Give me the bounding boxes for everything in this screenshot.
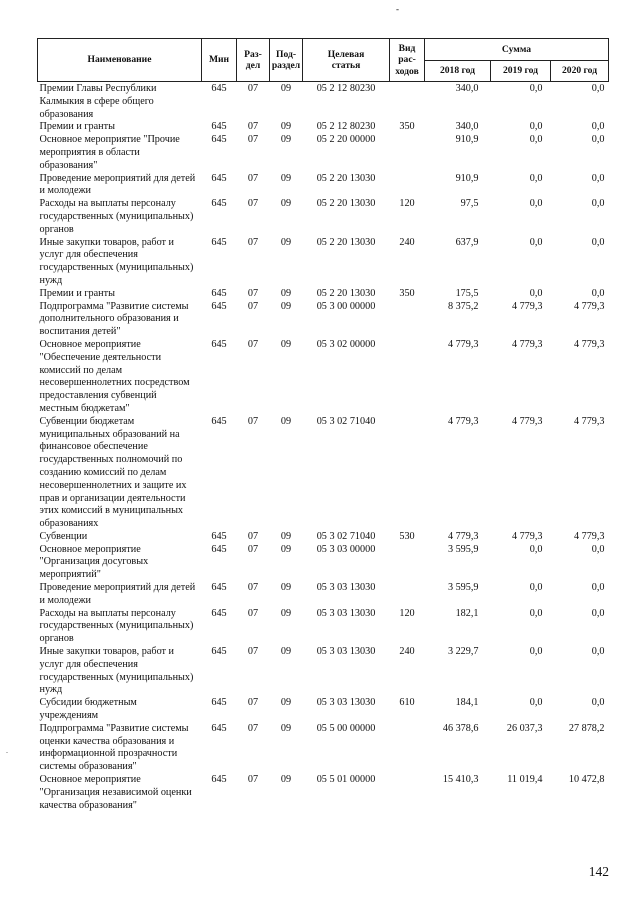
col-2019-header: 2019 год — [491, 61, 551, 82]
cell-2019: 26 037,3 — [506, 722, 543, 734]
cell-target: 05 3 02 71040 — [316, 415, 376, 427]
cell-podrazdel: 09 — [280, 287, 292, 299]
cell-podrazdel: 09 — [280, 582, 292, 594]
cell-name: Основное мероприятие "Организация досуговых мероприятий" — [39, 543, 149, 581]
cell-razdel: 07 — [247, 338, 259, 350]
cell-podrazdel: 09 — [280, 697, 292, 709]
cell-razdel: 07 — [247, 172, 259, 184]
cell-name: Проведение мероприятий для детей и молодежи — [39, 172, 196, 197]
col-vid-header: Вид рас- ходов — [390, 39, 425, 82]
cell-name: Иные закупки товаров, работ и услуг для обеспечения государственных (муниципальных) нужд — [39, 646, 194, 696]
cell-2019: 0,0 — [529, 172, 543, 184]
cell-target: 05 2 12 80230 — [316, 121, 376, 133]
col-razdel-header: Раз- дел — [237, 39, 270, 82]
cell-2018: 3 229,7 — [447, 646, 479, 658]
cell-2019: 0,0 — [529, 121, 543, 133]
cell-vid — [390, 173, 425, 199]
table-row — [38, 723, 609, 774]
cell-vid — [390, 723, 425, 774]
cell-2018: 340,0 — [455, 121, 479, 133]
cell-target: 05 2 20 13030 — [316, 287, 376, 299]
cell-razdel: 07 — [247, 121, 259, 133]
cell-podrazdel: 09 — [280, 83, 292, 94]
cell-2018: 175,5 — [455, 287, 479, 299]
col-2018-header: 2018 год — [425, 61, 491, 82]
table-row — [38, 582, 609, 608]
cell-min: 645 — [211, 134, 227, 146]
cell-name: Основное мероприятие "Организация независимой оценки качества образования" — [39, 774, 192, 811]
cell-2018: 97,5 — [460, 198, 479, 210]
col-name-header: Наименование — [38, 39, 202, 82]
cell-name: Подпрограмма "Развитие системы дополнительного образования и воспитания детей" — [39, 300, 189, 338]
cell-2018: 46 378,6 — [442, 722, 479, 734]
cell-2020: 0,0 — [591, 198, 605, 210]
cell-2020: 4 779,3 — [573, 338, 605, 350]
cell-min: 645 — [211, 338, 227, 350]
cell-podrazdel: 09 — [280, 607, 292, 619]
cell-2020: 0,0 — [591, 607, 605, 619]
cell-target: 05 3 02 00000 — [316, 338, 376, 350]
cell-2020: 0,0 — [591, 172, 605, 184]
cell-razdel: 07 — [247, 774, 259, 786]
table-row — [38, 288, 609, 301]
cell-razdel: 07 — [247, 582, 259, 594]
cell-vid: 240 — [399, 236, 415, 248]
cell-target: 05 3 03 13030 — [316, 607, 376, 619]
cell-vid — [390, 774, 425, 812]
table-row — [38, 82, 609, 122]
cell-podrazdel: 09 — [280, 172, 292, 184]
cell-2020: 0,0 — [591, 236, 605, 248]
cell-2019: 0,0 — [529, 134, 543, 146]
cell-target: 05 3 03 13030 — [316, 646, 376, 658]
cell-2019: 4 779,3 — [511, 530, 543, 542]
cell-razdel: 07 — [247, 697, 259, 709]
cell-min: 645 — [211, 300, 227, 312]
cell-target: 05 3 03 13030 — [316, 582, 376, 594]
col-target-header: Целевая статья — [303, 39, 390, 82]
cell-target: 05 2 20 13030 — [316, 172, 376, 184]
cell-min: 645 — [211, 646, 227, 658]
table-row — [38, 544, 609, 582]
cell-name: Проведение мероприятий для детей и молодежи — [39, 582, 196, 606]
cell-vid: 120 — [399, 198, 415, 210]
cell-name: Иные закупки товаров, работ и услуг для обеспечения государственных (муниципальных) нужд — [39, 236, 194, 286]
cell-2020: 0,0 — [591, 697, 605, 709]
cell-razdel: 07 — [247, 236, 259, 248]
cell-min: 645 — [211, 121, 227, 133]
cell-2019: 4 779,3 — [511, 300, 543, 312]
cell-2020: 4 779,3 — [573, 415, 605, 427]
table-row — [38, 173, 609, 199]
cell-target: 05 2 20 13030 — [316, 198, 376, 210]
cell-2018: 4 779,3 — [447, 415, 479, 427]
cell-2019: 0,0 — [529, 646, 543, 658]
cell-min: 645 — [211, 543, 227, 555]
cell-podrazdel: 09 — [280, 530, 292, 542]
table-row — [38, 301, 609, 339]
cell-vid — [390, 301, 425, 339]
cell-2020: 0,0 — [591, 646, 605, 658]
cell-razdel: 07 — [247, 543, 259, 555]
cell-name: Субсидии бюджетным учреждениям — [39, 697, 137, 722]
cell-2020: 27 878,2 — [568, 722, 605, 734]
cell-target: 05 5 01 00000 — [316, 774, 376, 786]
scan-mark-top: - — [396, 4, 399, 14]
cell-2020: 10 472,8 — [568, 774, 605, 786]
cell-razdel: 07 — [247, 415, 259, 427]
cell-podrazdel: 09 — [280, 121, 292, 133]
table-row — [38, 121, 609, 134]
cell-2020: 0,0 — [591, 287, 605, 299]
cell-vid — [390, 134, 425, 172]
cell-podrazdel: 09 — [280, 338, 292, 350]
cell-2019: 11 019,4 — [507, 774, 543, 786]
cell-min: 645 — [211, 287, 227, 299]
cell-2020: 0,0 — [591, 83, 605, 94]
cell-2018: 184,1 — [455, 697, 479, 709]
table-row — [38, 237, 609, 288]
table-row — [38, 531, 609, 544]
cell-target: 05 2 12 80230 — [316, 83, 376, 94]
cell-2018: 637,9 — [455, 236, 479, 248]
table-row — [38, 646, 609, 697]
cell-target: 05 2 20 13030 — [316, 236, 376, 248]
col-2020-header: 2020 год — [551, 61, 609, 82]
table-row — [38, 774, 609, 812]
cell-name: Премии и гранты — [39, 287, 115, 299]
cell-2019: 0,0 — [529, 543, 543, 555]
cell-razdel: 07 — [247, 300, 259, 312]
table-body — [38, 82, 609, 813]
cell-2019: 0,0 — [529, 582, 543, 594]
cell-min: 645 — [211, 415, 227, 427]
cell-vid — [390, 416, 425, 531]
cell-vid: 350 — [399, 121, 415, 133]
cell-2019: 0,0 — [529, 287, 543, 299]
cell-vid: 610 — [399, 697, 415, 709]
cell-vid — [390, 82, 425, 122]
cell-min: 645 — [211, 236, 227, 248]
cell-min: 645 — [211, 697, 227, 709]
cell-vid: 350 — [399, 287, 415, 299]
cell-target: 05 5 00 00000 — [316, 722, 376, 734]
cell-razdel: 07 — [247, 607, 259, 619]
cell-target: 05 3 00 00000 — [316, 300, 376, 312]
cell-vid — [390, 582, 425, 608]
cell-vid — [390, 339, 425, 416]
cell-name: Основное мероприятие "Прочие мероприятия в области образования" — [39, 134, 180, 171]
cell-2019: 0,0 — [529, 607, 543, 619]
cell-name: Премии и гранты — [39, 121, 115, 133]
cell-2018: 3 595,9 — [447, 582, 479, 594]
col-sum-header: Сумма — [425, 39, 609, 61]
cell-min: 645 — [211, 582, 227, 594]
cell-min: 645 — [211, 198, 227, 210]
cell-2020: 0,0 — [591, 121, 605, 133]
cell-2018: 15 410,3 — [442, 774, 479, 786]
col-podrazdel-header: Под- раздел — [270, 39, 303, 82]
cell-podrazdel: 09 — [280, 134, 292, 146]
cell-name: Субвенции — [39, 530, 88, 542]
cell-podrazdel: 09 — [280, 415, 292, 427]
cell-razdel: 07 — [247, 198, 259, 210]
cell-podrazdel: 09 — [280, 300, 292, 312]
cell-razdel: 07 — [247, 83, 259, 94]
cell-target: 05 3 03 13030 — [316, 697, 376, 709]
table-row — [38, 416, 609, 531]
cell-razdel: 07 — [247, 134, 259, 146]
cell-target: 05 3 02 71040 — [316, 530, 376, 542]
table-row — [38, 608, 609, 646]
cell-2018: 3 595,9 — [447, 543, 479, 555]
cell-razdel: 07 — [247, 530, 259, 542]
cell-name: Расходы на выплаты персоналу государственных (муниципальных) органов — [39, 198, 194, 235]
cell-podrazdel: 09 — [280, 236, 292, 248]
cell-podrazdel: 09 — [280, 722, 292, 734]
cell-vid: 240 — [399, 646, 415, 658]
cell-podrazdel: 09 — [280, 198, 292, 210]
scan-mark-left: . — [6, 746, 8, 755]
cell-vid — [390, 544, 425, 582]
cell-2018: 8 375,2 — [447, 300, 479, 312]
cell-2020: 0,0 — [591, 134, 605, 146]
cell-2018: 910,9 — [455, 134, 479, 146]
cell-2018: 4 779,3 — [447, 338, 479, 350]
cell-podrazdel: 09 — [280, 543, 292, 555]
table-row — [38, 339, 609, 416]
cell-target: 05 2 20 00000 — [316, 134, 376, 146]
cell-razdel: 07 — [247, 646, 259, 658]
budget-table — [37, 38, 609, 812]
cell-min: 645 — [211, 83, 227, 94]
cell-min: 645 — [211, 607, 227, 619]
cell-podrazdel: 09 — [280, 646, 292, 658]
cell-min: 645 — [211, 172, 227, 184]
cell-2019: 0,0 — [529, 236, 543, 248]
cell-2018: 182,1 — [455, 607, 479, 619]
cell-name: Подпрограмма "Развитие системы оценки качества образования и информационной прозрачности системы образования" — [39, 722, 189, 773]
cell-2020: 0,0 — [591, 582, 605, 594]
cell-min: 645 — [211, 530, 227, 542]
cell-2019: 0,0 — [529, 697, 543, 709]
table-row — [38, 134, 609, 172]
cell-razdel: 07 — [247, 287, 259, 299]
cell-2020: 4 779,3 — [573, 300, 605, 312]
table-row — [38, 198, 609, 236]
cell-2019: 0,0 — [529, 83, 543, 94]
cell-2019: 0,0 — [529, 198, 543, 210]
table-row — [38, 697, 609, 723]
cell-target: 05 3 03 00000 — [316, 543, 376, 555]
cell-name: Расходы на выплаты персоналу государственных (муниципальных) органов — [39, 607, 194, 645]
table-header — [38, 39, 609, 82]
col-min-header: Мин — [202, 39, 237, 82]
cell-2020: 4 779,3 — [573, 530, 605, 542]
cell-vid: 120 — [399, 607, 415, 619]
cell-vid: 530 — [399, 530, 415, 542]
cell-2018: 4 779,3 — [447, 530, 479, 542]
cell-min: 645 — [211, 774, 227, 786]
cell-razdel: 07 — [247, 722, 259, 734]
cell-2020: 0,0 — [591, 543, 605, 555]
cell-2019: 4 779,3 — [511, 415, 543, 427]
cell-min: 645 — [211, 722, 227, 734]
page-number: 142 — [588, 864, 609, 879]
cell-2018: 340,0 — [455, 83, 479, 94]
cell-2018: 910,9 — [455, 172, 479, 184]
cell-name: Премии Главы Республики Калмыкия в сфере общего образования — [39, 83, 157, 120]
cell-podrazdel: 09 — [280, 774, 292, 786]
cell-name: Субвенции бюджетам муниципальных образований на финансовое обеспечение государственных полномочий по созданию комиссий по делам несовершеннолетних и защите их прав и организации деятельности этих комиссий в муниципальных образованиях — [39, 415, 187, 530]
cell-name: Основное мероприятие "Обеспечение деятельности комиссий по делам несовершеннолетних посредством предоставления субвенций местным бюджетам" — [39, 338, 190, 414]
cell-2019: 4 779,3 — [511, 338, 543, 350]
